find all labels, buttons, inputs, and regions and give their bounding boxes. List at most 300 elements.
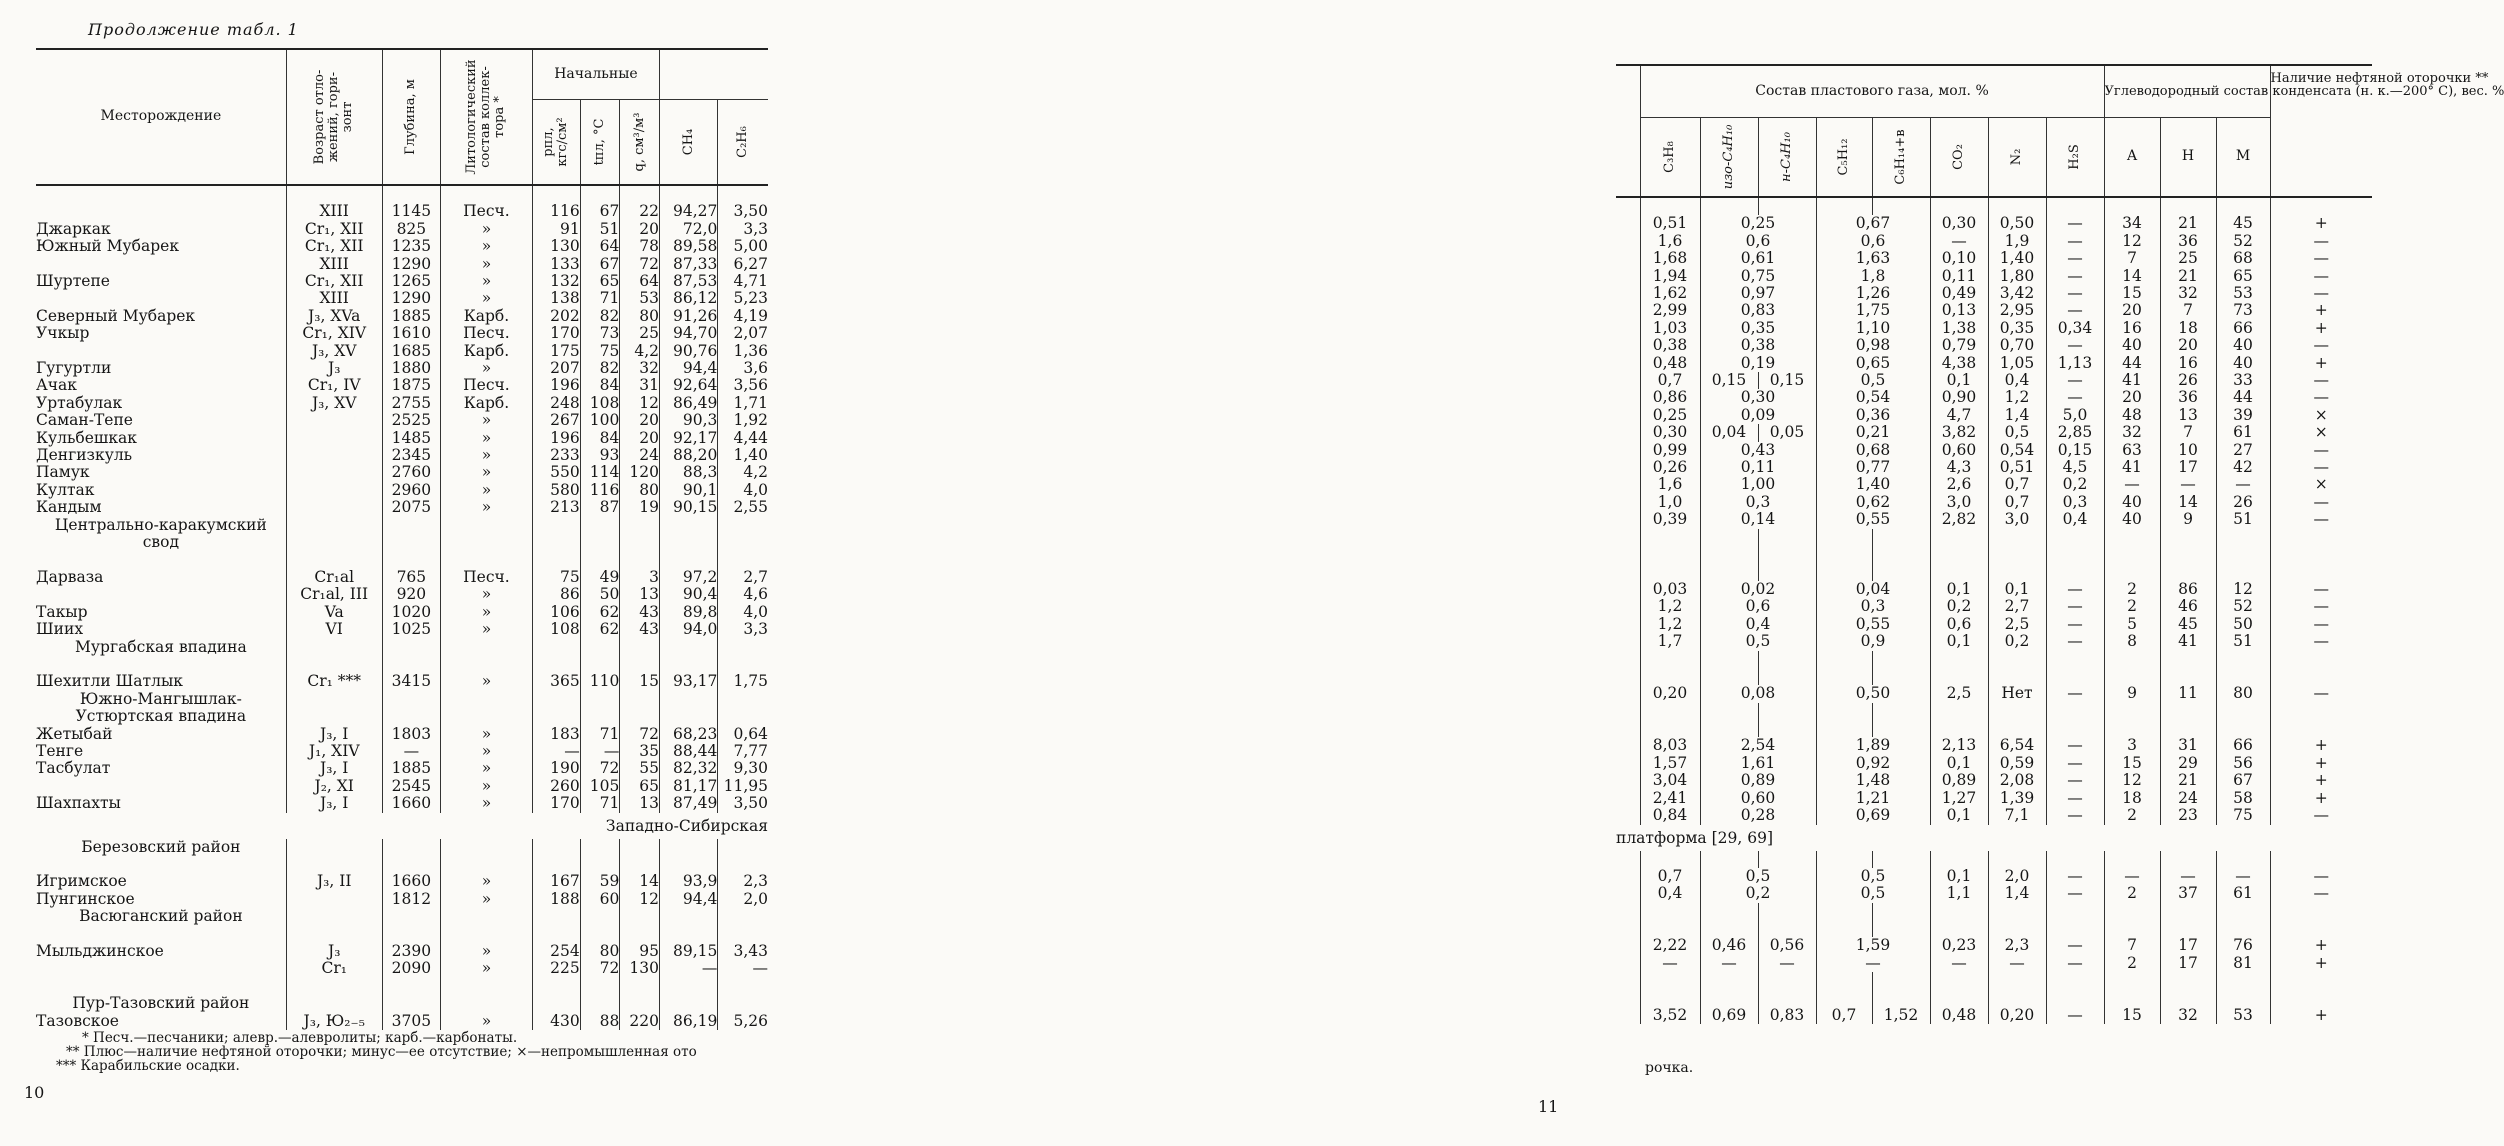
temperature-cell: 80 bbox=[580, 943, 620, 960]
table-row bbox=[1616, 703, 2372, 720]
indent-cell bbox=[1616, 389, 1640, 406]
region-banner: платформа [29, 69] bbox=[1616, 828, 1773, 847]
m-cell: — bbox=[2216, 868, 2270, 885]
spacer-cell bbox=[532, 856, 580, 873]
header-initial: Начальные bbox=[532, 49, 659, 100]
a-cell: 15 bbox=[2104, 755, 2160, 772]
depth-cell: 1685 bbox=[382, 343, 440, 360]
pressure-cell: 167 bbox=[532, 873, 580, 890]
spacer-cell bbox=[1988, 972, 2046, 989]
spacer-cell bbox=[580, 926, 620, 943]
table-row bbox=[1616, 302, 2372, 319]
n2-cell: 1,39 bbox=[1988, 790, 2046, 807]
table-row bbox=[36, 978, 768, 995]
table-row bbox=[36, 552, 768, 569]
age-cell: Cr₁, XII bbox=[286, 238, 382, 255]
m-cell: 39 bbox=[2216, 407, 2270, 424]
spacer-cell bbox=[2104, 972, 2160, 989]
n-c4h10-cell: 0,83 bbox=[1758, 1007, 1816, 1024]
c3h8-cell: 1,03 bbox=[1640, 320, 1700, 337]
spacer-cell bbox=[1988, 703, 2046, 720]
n2-cell: 3,0 bbox=[1988, 511, 2046, 528]
c2h6-cell: 1,92 bbox=[718, 412, 768, 429]
empty-cell bbox=[441, 839, 533, 856]
empty-cell bbox=[660, 534, 718, 551]
depth-cell: 1885 bbox=[382, 760, 440, 777]
depth-cell: 1610 bbox=[382, 325, 440, 342]
age-cell: VI bbox=[286, 621, 382, 638]
n-cell: 21 bbox=[2160, 772, 2216, 789]
indent-cell bbox=[1616, 598, 1640, 615]
empty-cell bbox=[580, 839, 620, 856]
field-name: Шиих bbox=[36, 620, 84, 639]
header-h2s: H₂S bbox=[2046, 117, 2104, 197]
c3h8-cell: 3,04 bbox=[1640, 772, 1700, 789]
empty-cell bbox=[620, 691, 660, 708]
m-cell: 68 bbox=[2216, 250, 2270, 267]
n2-cell: 0,5 bbox=[1988, 424, 2046, 441]
empty-cell bbox=[441, 639, 533, 656]
c4h10-cell: 0,43 bbox=[1700, 442, 1816, 459]
spacer-cell bbox=[718, 978, 768, 995]
header-lithology: Литологический состав коллек- тора * bbox=[441, 49, 533, 185]
spacer-cell bbox=[286, 926, 382, 943]
q-cell: 53 bbox=[620, 290, 660, 307]
table-row bbox=[36, 656, 768, 673]
spacer-cell bbox=[2046, 720, 2104, 737]
spacer-cell bbox=[1930, 903, 1988, 920]
spacer-cell bbox=[382, 926, 440, 943]
ch4-cell: 87,53 bbox=[660, 273, 718, 290]
q-cell: 19 bbox=[620, 499, 660, 516]
lithology-cell: Карб. bbox=[441, 395, 533, 412]
c2h6-cell: 4,44 bbox=[718, 430, 768, 447]
header-pressure: pпл, кгс/см² bbox=[532, 100, 580, 185]
spacer-cell bbox=[1758, 529, 1816, 546]
ch4-cell: 86,19 bbox=[660, 1013, 718, 1030]
header-n: Н bbox=[2160, 117, 2216, 197]
spacer-cell bbox=[2216, 546, 2270, 563]
co2-cell: 0,13 bbox=[1930, 302, 1988, 319]
h2s-cell: — bbox=[2046, 581, 2104, 598]
table-row bbox=[1616, 990, 2372, 1007]
empty-cell bbox=[532, 839, 580, 856]
m-cell: 67 bbox=[2216, 772, 2270, 789]
table-row bbox=[36, 534, 768, 551]
n2-cell: 0,20 bbox=[1988, 1007, 2046, 1024]
table-row bbox=[1616, 320, 2372, 337]
spacer-cell bbox=[660, 185, 718, 203]
lithology-cell: » bbox=[441, 256, 533, 273]
spacer-cell bbox=[36, 185, 286, 203]
c4h10-cell: 0,60 bbox=[1700, 790, 1816, 807]
c3h8-cell: 0,30 bbox=[1640, 424, 1700, 441]
oil-rim-cell: — bbox=[2270, 337, 2372, 354]
spacer-cell bbox=[1640, 720, 1700, 737]
field-name bbox=[36, 256, 286, 273]
m-cell: 45 bbox=[2216, 215, 2270, 232]
spacer-cell bbox=[1758, 851, 1816, 868]
table-row bbox=[1616, 442, 2372, 459]
table-row bbox=[36, 221, 768, 238]
depth-cell: 1660 bbox=[382, 795, 440, 812]
ch4-cell: 90,15 bbox=[660, 499, 718, 516]
spacer-cell bbox=[1816, 197, 1872, 215]
q-cell: 130 bbox=[620, 960, 660, 977]
c2h6-cell: 6,27 bbox=[718, 256, 768, 273]
n-cell: 21 bbox=[2160, 268, 2216, 285]
co2-cell: 0,2 bbox=[1930, 598, 1988, 615]
table-row bbox=[36, 813, 768, 839]
spacer-cell bbox=[441, 856, 533, 873]
spacer-cell bbox=[660, 856, 718, 873]
ch4-cell: 92,64 bbox=[660, 377, 718, 394]
spacer-cell bbox=[2104, 197, 2160, 215]
q-cell: 43 bbox=[620, 621, 660, 638]
table-row bbox=[1616, 972, 2372, 989]
a-cell: 15 bbox=[2104, 285, 2160, 302]
empty-cell bbox=[580, 708, 620, 725]
c2h6-cell: 3,3 bbox=[718, 221, 768, 238]
oil-rim-cell: + bbox=[2270, 937, 2372, 954]
c4h10-cell: 0,97 bbox=[1700, 285, 1816, 302]
indent-cell bbox=[1616, 737, 1640, 754]
section-heading: Мургабская впадина bbox=[75, 637, 247, 656]
field-name bbox=[36, 960, 286, 977]
h2s-cell: — bbox=[2046, 737, 2104, 754]
spacer-cell bbox=[36, 656, 286, 673]
depth-cell: 1885 bbox=[382, 308, 440, 325]
indent-cell bbox=[1616, 494, 1640, 511]
co2-cell: 4,3 bbox=[1930, 459, 1988, 476]
age-cell: J₃ bbox=[286, 360, 382, 377]
q-cell: 20 bbox=[620, 430, 660, 447]
spacer-cell bbox=[620, 185, 660, 203]
c5-c6-cell: 0,21 bbox=[1816, 424, 1930, 441]
spacer-cell bbox=[2270, 651, 2372, 668]
a-cell: 12 bbox=[2104, 233, 2160, 250]
spacer-cell bbox=[1988, 529, 2046, 546]
table-row bbox=[1616, 737, 2372, 754]
m-cell: 44 bbox=[2216, 389, 2270, 406]
c2h6-cell: 3,56 bbox=[718, 377, 768, 394]
oil-rim-cell: × bbox=[2270, 424, 2372, 441]
spacer-cell bbox=[1816, 972, 1872, 989]
spacer-cell bbox=[1758, 546, 1816, 563]
lithology-cell: » bbox=[441, 447, 533, 464]
oil-rim-cell: + bbox=[2270, 302, 2372, 319]
ch4-cell: 93,9 bbox=[660, 873, 718, 890]
depth-cell: 825 bbox=[382, 221, 440, 238]
ch4-cell: 81,17 bbox=[660, 778, 718, 795]
indent-cell bbox=[1616, 250, 1640, 267]
spacer-cell bbox=[2216, 903, 2270, 920]
oil-rim-cell: — bbox=[2270, 389, 2372, 406]
spacer-cell bbox=[1616, 703, 1640, 720]
spacer-cell bbox=[1816, 920, 1872, 937]
c6h14-cell: 1,52 bbox=[1872, 1007, 1930, 1024]
depth-cell: 1025 bbox=[382, 621, 440, 638]
co2-cell: 0,1 bbox=[1930, 633, 1988, 650]
spacer-cell bbox=[2216, 990, 2270, 1007]
section-heading: Южно-Мангышлак- bbox=[79, 689, 242, 708]
temperature-cell: 108 bbox=[580, 395, 620, 412]
c5-c6-cell: 0,04 bbox=[1816, 581, 1930, 598]
indent-cell bbox=[1616, 215, 1640, 232]
n-cell: 36 bbox=[2160, 233, 2216, 250]
h2s-cell: 0,2 bbox=[2046, 476, 2104, 493]
h2s-cell: 0,4 bbox=[2046, 511, 2104, 528]
section-heading: свод bbox=[142, 533, 180, 552]
n-c4h10-cell: 0,05 bbox=[1758, 424, 1816, 441]
field-name: Такыр bbox=[36, 602, 88, 621]
spacer-cell bbox=[1700, 668, 1758, 685]
n2-cell: — bbox=[1988, 955, 2046, 972]
m-cell: 40 bbox=[2216, 355, 2270, 372]
lithology-cell: » bbox=[441, 221, 533, 238]
spacer-cell bbox=[286, 552, 382, 569]
table-row bbox=[36, 447, 768, 464]
spacer-cell bbox=[382, 856, 440, 873]
spacer-cell bbox=[1640, 529, 1700, 546]
h2s-cell: — bbox=[2046, 250, 2104, 267]
spacer-cell bbox=[1816, 703, 1872, 720]
n-cell: 17 bbox=[2160, 937, 2216, 954]
spacer-cell bbox=[2046, 668, 2104, 685]
n2-cell: 1,2 bbox=[1988, 389, 2046, 406]
field-name: Саман-Тепе bbox=[36, 411, 133, 430]
c3h8-cell: 1,2 bbox=[1640, 598, 1700, 615]
empty-cell bbox=[286, 691, 382, 708]
lithology-cell: » bbox=[441, 586, 533, 603]
ch4-cell: 94,70 bbox=[660, 325, 718, 342]
spacer-cell bbox=[1700, 651, 1758, 668]
c5-c6-cell: 0,50 bbox=[1816, 685, 1930, 702]
depth-cell: 1265 bbox=[382, 273, 440, 290]
header-a: А bbox=[2104, 117, 2160, 197]
n-cell: 46 bbox=[2160, 598, 2216, 615]
c3h8-cell: 2,99 bbox=[1640, 302, 1700, 319]
spacer-cell bbox=[1640, 703, 1700, 720]
empty-cell bbox=[286, 534, 382, 551]
ch4-cell: 97,2 bbox=[660, 569, 718, 586]
pressure-cell: 170 bbox=[532, 325, 580, 342]
co2-cell: 0,11 bbox=[1930, 268, 1988, 285]
field-name: Пунгинское bbox=[36, 889, 135, 908]
table-row bbox=[1616, 685, 2372, 702]
table-row bbox=[36, 604, 768, 621]
c3h8-cell: 8,03 bbox=[1640, 737, 1700, 754]
table-row bbox=[1616, 285, 2372, 302]
c5-c6-cell: 0,36 bbox=[1816, 407, 1930, 424]
ch4-cell: 89,8 bbox=[660, 604, 718, 621]
pressure-cell: 365 bbox=[532, 673, 580, 690]
oil-rim-cell: × bbox=[2270, 407, 2372, 424]
spacer-cell bbox=[1988, 990, 2046, 1007]
h2s-cell: — bbox=[2046, 955, 2104, 972]
table-row bbox=[1616, 494, 2372, 511]
n2-cell: 0,70 bbox=[1988, 337, 2046, 354]
ch4-cell: 94,4 bbox=[660, 360, 718, 377]
m-cell: 40 bbox=[2216, 337, 2270, 354]
c5-c6-cell: 0,3 bbox=[1816, 598, 1930, 615]
n-cell: 11 bbox=[2160, 685, 2216, 702]
q-cell: 78 bbox=[620, 238, 660, 255]
spacer-cell bbox=[1988, 903, 2046, 920]
spacer-cell bbox=[1816, 529, 1872, 546]
q-cell: 220 bbox=[620, 1013, 660, 1030]
c4h10-cell: 0,09 bbox=[1700, 407, 1816, 424]
field-name: Шахпахты bbox=[36, 794, 121, 813]
spacer-cell bbox=[660, 552, 718, 569]
spacer-cell bbox=[532, 552, 580, 569]
spacer-cell bbox=[1816, 903, 1872, 920]
q-cell: 13 bbox=[620, 795, 660, 812]
ch4-cell: 91,26 bbox=[660, 308, 718, 325]
c3h8-cell: 0,38 bbox=[1640, 337, 1700, 354]
n2-cell: 1,05 bbox=[1988, 355, 2046, 372]
co2-cell: 0,90 bbox=[1930, 389, 1988, 406]
co2-cell: 1,1 bbox=[1930, 885, 1988, 902]
c2h6-cell: 5,00 bbox=[718, 238, 768, 255]
c5-c6-cell: 0,55 bbox=[1816, 616, 1930, 633]
spacer-cell bbox=[1988, 546, 2046, 563]
n2-cell: 0,50 bbox=[1988, 215, 2046, 232]
temperature-cell: 88 bbox=[580, 1013, 620, 1030]
spacer-cell bbox=[1930, 851, 1988, 868]
spacer-cell bbox=[2046, 546, 2104, 563]
spacer-cell bbox=[2104, 563, 2160, 580]
table-row bbox=[1616, 790, 2372, 807]
depth-cell: 2960 bbox=[382, 482, 440, 499]
a-cell: — bbox=[2104, 868, 2160, 885]
n2-cell: 0,7 bbox=[1988, 476, 2046, 493]
q-cell: 35 bbox=[620, 743, 660, 760]
depth-cell: 2345 bbox=[382, 447, 440, 464]
empty-cell bbox=[580, 691, 620, 708]
m-cell: 80 bbox=[2216, 685, 2270, 702]
pressure-cell: 175 bbox=[532, 343, 580, 360]
spacer-cell bbox=[1616, 529, 1640, 546]
table-row bbox=[1616, 651, 2372, 668]
c2h6-cell: 5,26 bbox=[718, 1013, 768, 1030]
empty-cell bbox=[620, 639, 660, 656]
page-number-left: 10 bbox=[24, 1083, 45, 1102]
co2-cell: 0,23 bbox=[1930, 937, 1988, 954]
h2s-cell: — bbox=[2046, 868, 2104, 885]
age-cell bbox=[286, 499, 382, 516]
oil-rim-cell: + bbox=[2270, 355, 2372, 372]
spacer-cell bbox=[620, 926, 660, 943]
q-cell: 65 bbox=[620, 778, 660, 795]
co2-cell: 0,79 bbox=[1930, 337, 1988, 354]
spacer-cell bbox=[1872, 703, 1930, 720]
m-cell: 65 bbox=[2216, 268, 2270, 285]
spacer-cell bbox=[441, 656, 533, 673]
spacer-cell bbox=[1872, 972, 1930, 989]
oil-rim-cell: — bbox=[2270, 885, 2372, 902]
spacer-cell bbox=[2160, 651, 2216, 668]
indent-cell bbox=[1616, 302, 1640, 319]
temperature-cell: 51 bbox=[580, 221, 620, 238]
n-cell: 36 bbox=[2160, 389, 2216, 406]
table-row bbox=[36, 691, 768, 708]
spacer-cell bbox=[2216, 197, 2270, 215]
a-cell: 63 bbox=[2104, 442, 2160, 459]
n2-cell: 6,54 bbox=[1988, 737, 2046, 754]
temperature-cell: 71 bbox=[580, 726, 620, 743]
h2s-cell: 1,13 bbox=[2046, 355, 2104, 372]
empty-cell bbox=[620, 908, 660, 925]
q-cell: 64 bbox=[620, 273, 660, 290]
c5-c6-cell: 0,55 bbox=[1816, 511, 1930, 528]
age-cell bbox=[286, 430, 382, 447]
table-row bbox=[1616, 250, 2372, 267]
temperature-cell: 72 bbox=[580, 760, 620, 777]
ch4-cell: 94,27 bbox=[660, 203, 718, 220]
spacer-cell bbox=[2104, 651, 2160, 668]
spacer-cell bbox=[2104, 529, 2160, 546]
footnote-3: *** Карабильские осадки. bbox=[56, 1058, 240, 1074]
n-cell: 17 bbox=[2160, 459, 2216, 476]
c5-c6-cell: 1,8 bbox=[1816, 268, 1930, 285]
pressure-cell: 550 bbox=[532, 464, 580, 481]
spacer-cell bbox=[382, 185, 440, 203]
c5-c6-cell: 0,77 bbox=[1816, 459, 1930, 476]
c3h8-cell: 0,03 bbox=[1640, 581, 1700, 598]
a-cell: 40 bbox=[2104, 511, 2160, 528]
lithology-cell: » bbox=[441, 873, 533, 890]
h2s-cell: — bbox=[2046, 1007, 2104, 1024]
temperature-cell: 84 bbox=[580, 430, 620, 447]
indent-cell bbox=[1616, 320, 1640, 337]
temperature-cell: 62 bbox=[580, 621, 620, 638]
lithology-cell: Карб. bbox=[441, 343, 533, 360]
co2-cell: 0,10 bbox=[1930, 250, 1988, 267]
n2-cell: 0,59 bbox=[1988, 755, 2046, 772]
q-cell: 20 bbox=[620, 412, 660, 429]
c2h6-cell: 11,95 bbox=[718, 778, 768, 795]
h2s-cell: — bbox=[2046, 790, 2104, 807]
co2-cell: 0,1 bbox=[1930, 807, 1988, 824]
c2h6-cell: — bbox=[718, 960, 768, 977]
c4h10-cell: 0,89 bbox=[1700, 772, 1816, 789]
spacer-cell bbox=[2270, 851, 2372, 868]
spacer-cell bbox=[1930, 563, 1988, 580]
empty-cell bbox=[580, 517, 620, 534]
empty-cell bbox=[532, 708, 580, 725]
table-row bbox=[36, 621, 768, 638]
indent-cell bbox=[1616, 476, 1640, 493]
lithology-cell: » bbox=[441, 430, 533, 447]
section-heading: Центрально-каракумский bbox=[54, 515, 267, 534]
spacer-cell bbox=[36, 926, 286, 943]
q-cell: 3 bbox=[620, 569, 660, 586]
a-cell: 7 bbox=[2104, 250, 2160, 267]
spacer-cell bbox=[1700, 851, 1758, 868]
spacer-cell bbox=[36, 978, 286, 995]
indent-cell bbox=[1616, 790, 1640, 807]
spacer-cell bbox=[1758, 903, 1816, 920]
a-cell: 2 bbox=[2104, 885, 2160, 902]
age-cell: J₁, XIV bbox=[286, 743, 382, 760]
ch4-cell: 87,49 bbox=[660, 795, 718, 812]
spacer-cell bbox=[2216, 651, 2270, 668]
temperature-cell: 71 bbox=[580, 290, 620, 307]
c2h6-cell: 4,6 bbox=[718, 586, 768, 603]
spacer-cell bbox=[1640, 546, 1700, 563]
header-m: М bbox=[2216, 117, 2270, 197]
